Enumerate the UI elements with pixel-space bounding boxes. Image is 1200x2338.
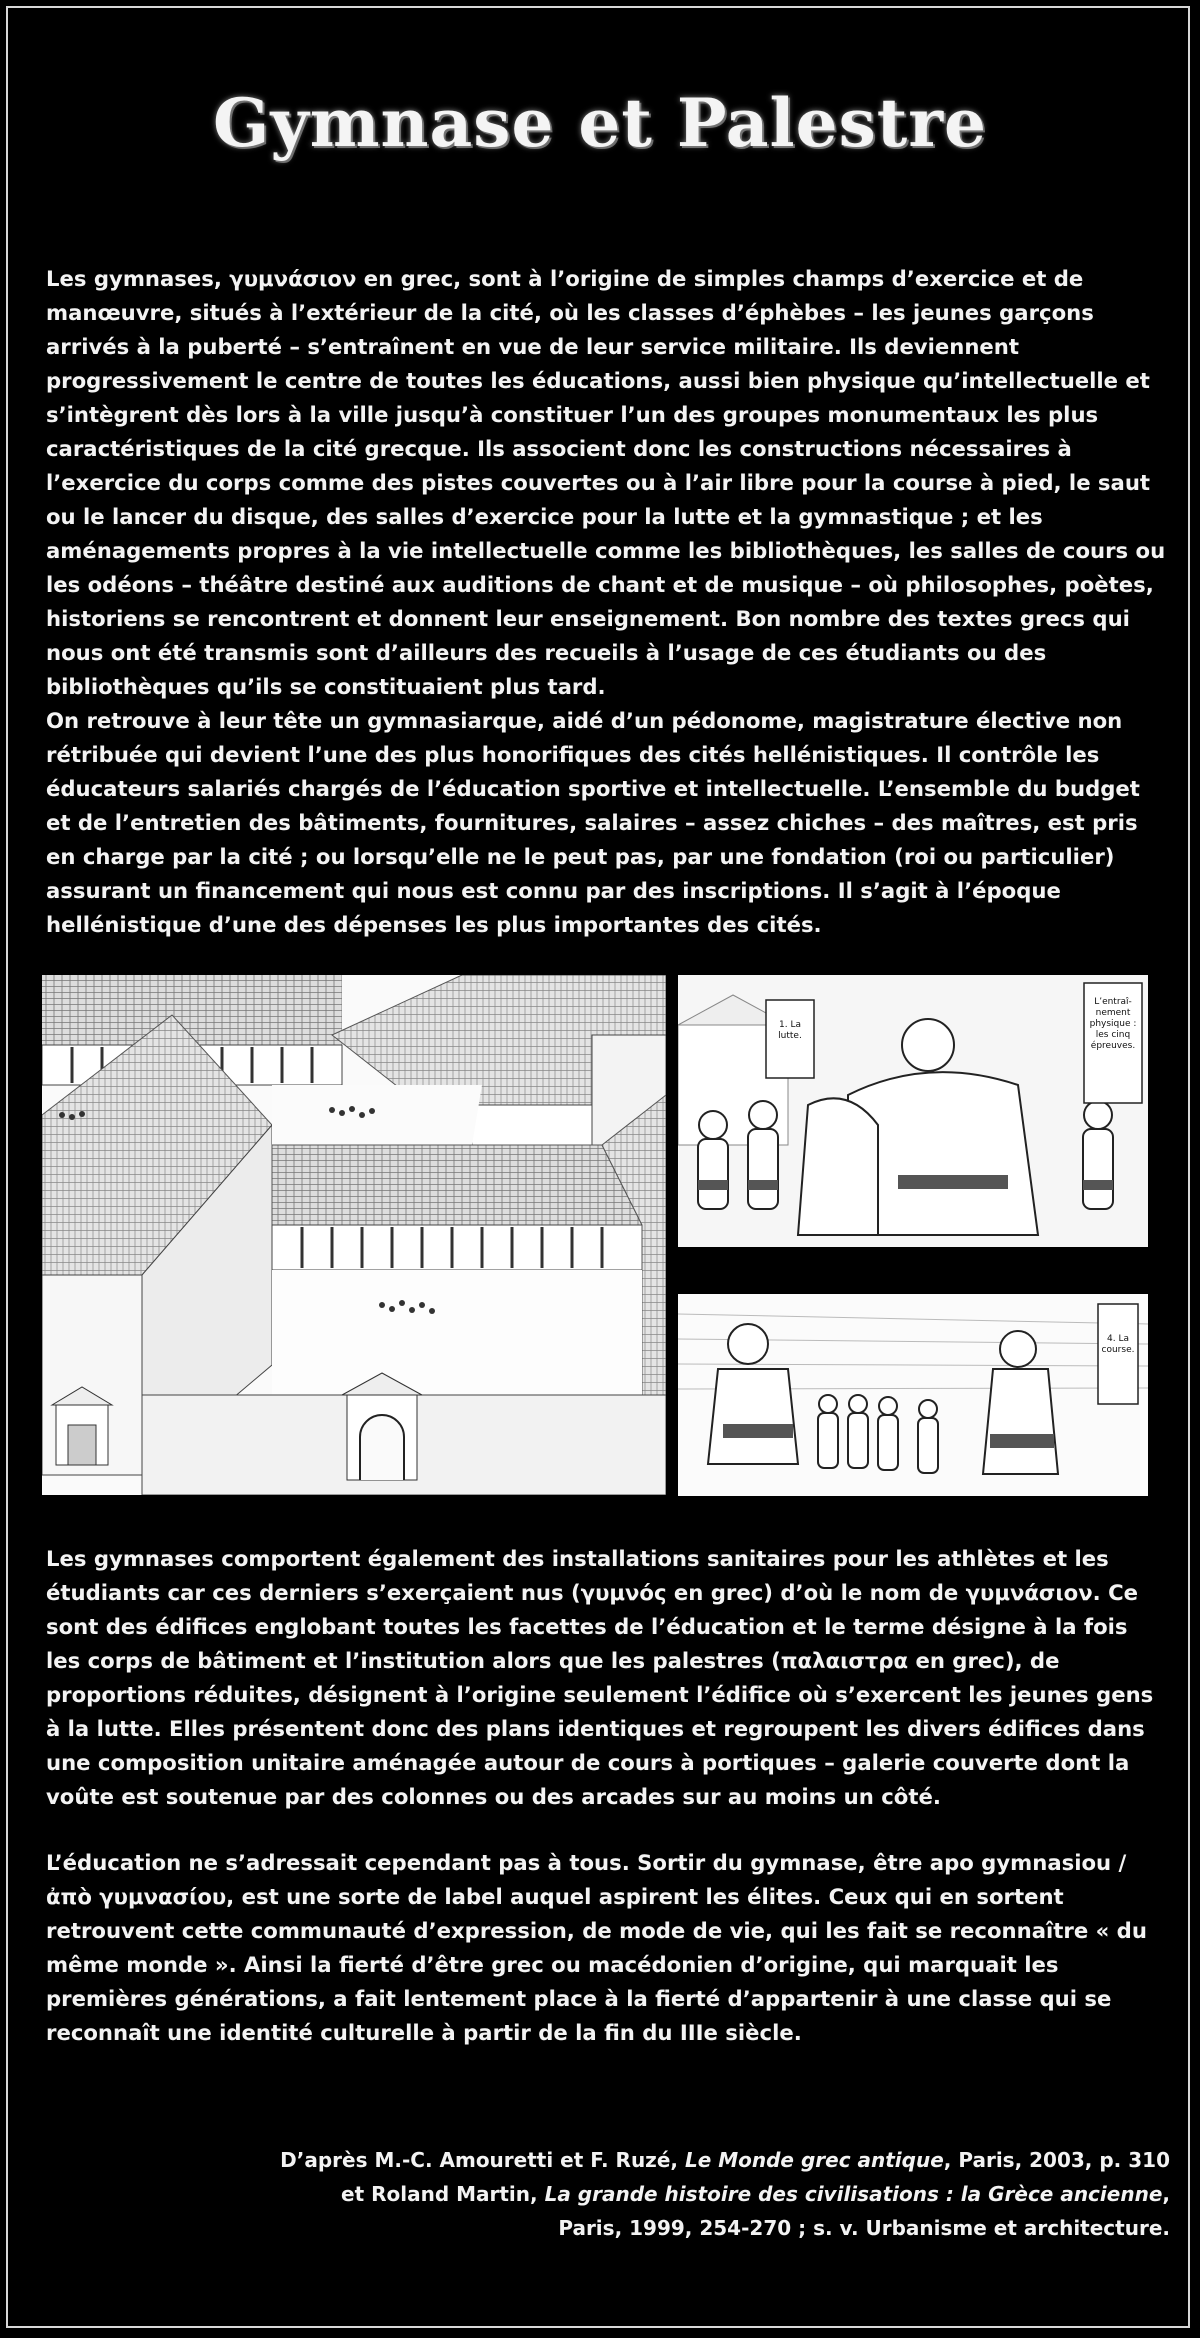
caption-entrainement: L’entraî-nement physique : les cinq épreuves. (1089, 997, 1137, 1051)
source-line-3: Paris, 1999, 254-270 ; s. v. Urbanisme et architecture. (558, 2216, 1170, 2240)
page-title: Gymnase et Palestre (213, 84, 987, 162)
comic-panel-course (678, 1294, 1148, 1496)
source-line-1: D’après M.-C. Amouretti et F. Ruzé, Le Monde grec antique, Paris, 2003, p. 310 (280, 2148, 1170, 2172)
gymnasium-illustration (42, 975, 666, 1495)
source-line-2: et Roland Martin, La grande histoire des civilisations : la Grèce ancienne, (341, 2182, 1170, 2206)
paragraph-installations: Les gymnases comportent également des installations sanitaires pour les athlètes et les étudiants car ces derniers s’exerçaient nus (γυμνός en grec) d’où le nom de γυμνάσιον. Ce sont des édifices englobant toutes les facettes de l’éducation et le terme désigne à la fois les corps de bâtiment et l’institution alors que les palestres (παλαιστρα en grec), de proportions réduites, désignent à l’origine seulement l’édifice où s’exercent les jeunes gens à la lutte. Elles présentent donc des plans identiques et regroupent les divers édifices dans une composition unitaire aménagée autour de cours à portiques – galerie couverte dont la voûte est soutenue par des colonnes ou des arcades sur au moins un côté. (46, 1546, 1154, 1809)
caption-course: 4. La course. (1101, 1334, 1135, 1355)
paragraph-gymnasiarque: On retrouve à leur tête un gymnasiarque, aidé d’un pédonome, magistrature élective non rétribuée qui devient l’une des plus honorifiques des cités hellénistiques. Il contrôle les éducateurs salariés chargés de l’éducation sportive et intellectuelle. L’ensemble du budget et de l’entretien des bâtiments, fournitures, salaires – assez chiches – des maîtres, est pris en charge par la cité ; ou lorsqu’elle ne le peut pas, par une fondation (roi ou particulier) assurant un financement qui nous est connu par des inscriptions. Il s’agit à l’époque hellénistique d’une des dépenses les plus importantes des cités. (46, 708, 1140, 937)
paragraph-education-elites: L’éducation ne s’adressait cependant pas à tous. Sortir du gymnase, être apo gymnasiou / ἀπὸ γυμνασίου, est une sorte de label auquel aspirent les élites. Ceux qui en sortent retrouvent cette communauté d’expression, de mode de vie, qui les fait se reconnaître « du même monde ». Ainsi la fierté d’être grec ou macédonien d’origine, qui marquait les premières générations, a fait lentement place à la fierté d’appartenir à une classe qui se reconnaît une identité culturelle à partir de la fin du IIIe siècle. (46, 1850, 1147, 2045)
source-book-title-2: La grande histoire des civilisations : la Grèce ancienne (544, 2182, 1163, 2206)
caption-lutte: 1. La lutte. (778, 1020, 802, 1041)
source-book-title-1: Le Monde grec antique (684, 2148, 944, 2172)
source-citation (170, 2143, 1170, 2245)
paragraph-gymnases-origine: Les gymnases, γυμνάσιον en grec, sont à l’origine de simples champs d’exercice et de manœuvre, situés à l’extérieur de la cité, où les classes d’éphèbes – les jeunes garçons arrivés à la puberté – s’entraînent en vue de leur service militaire. Ils deviennent progressivement le centre de toutes les éducations, aussi bien physique qu’intellectuelle et s’intègrent dès lors à la ville jusqu’à constituer l’un des groupes monumentaux les plus caractéristiques de la cité grecque. Ils associent donc les constructions nécessaires à l’exercice du corps comme des pistes couvertes ou à l’air libre pour la course à pied, le saut ou le lancer du disque, des salles d’exercice pour la lutte et la gymnastique ; et les aménagements propres à la vie intellectuelle comme les bibliothèques, les salles de cours ou les odéons – théâtre destiné aux auditions de chant et de musique – où philosophes, poètes, historiens se rencontrent et donnent leur enseignement. Bon nombre des textes grecs qui nous ont été transmis sont d’ailleurs des recueils à l’usage de ces étudiants ou des bibliothèques qu’ils se constituaient plus tard. (46, 266, 1166, 699)
comic-panel-lutte (678, 975, 1148, 1247)
